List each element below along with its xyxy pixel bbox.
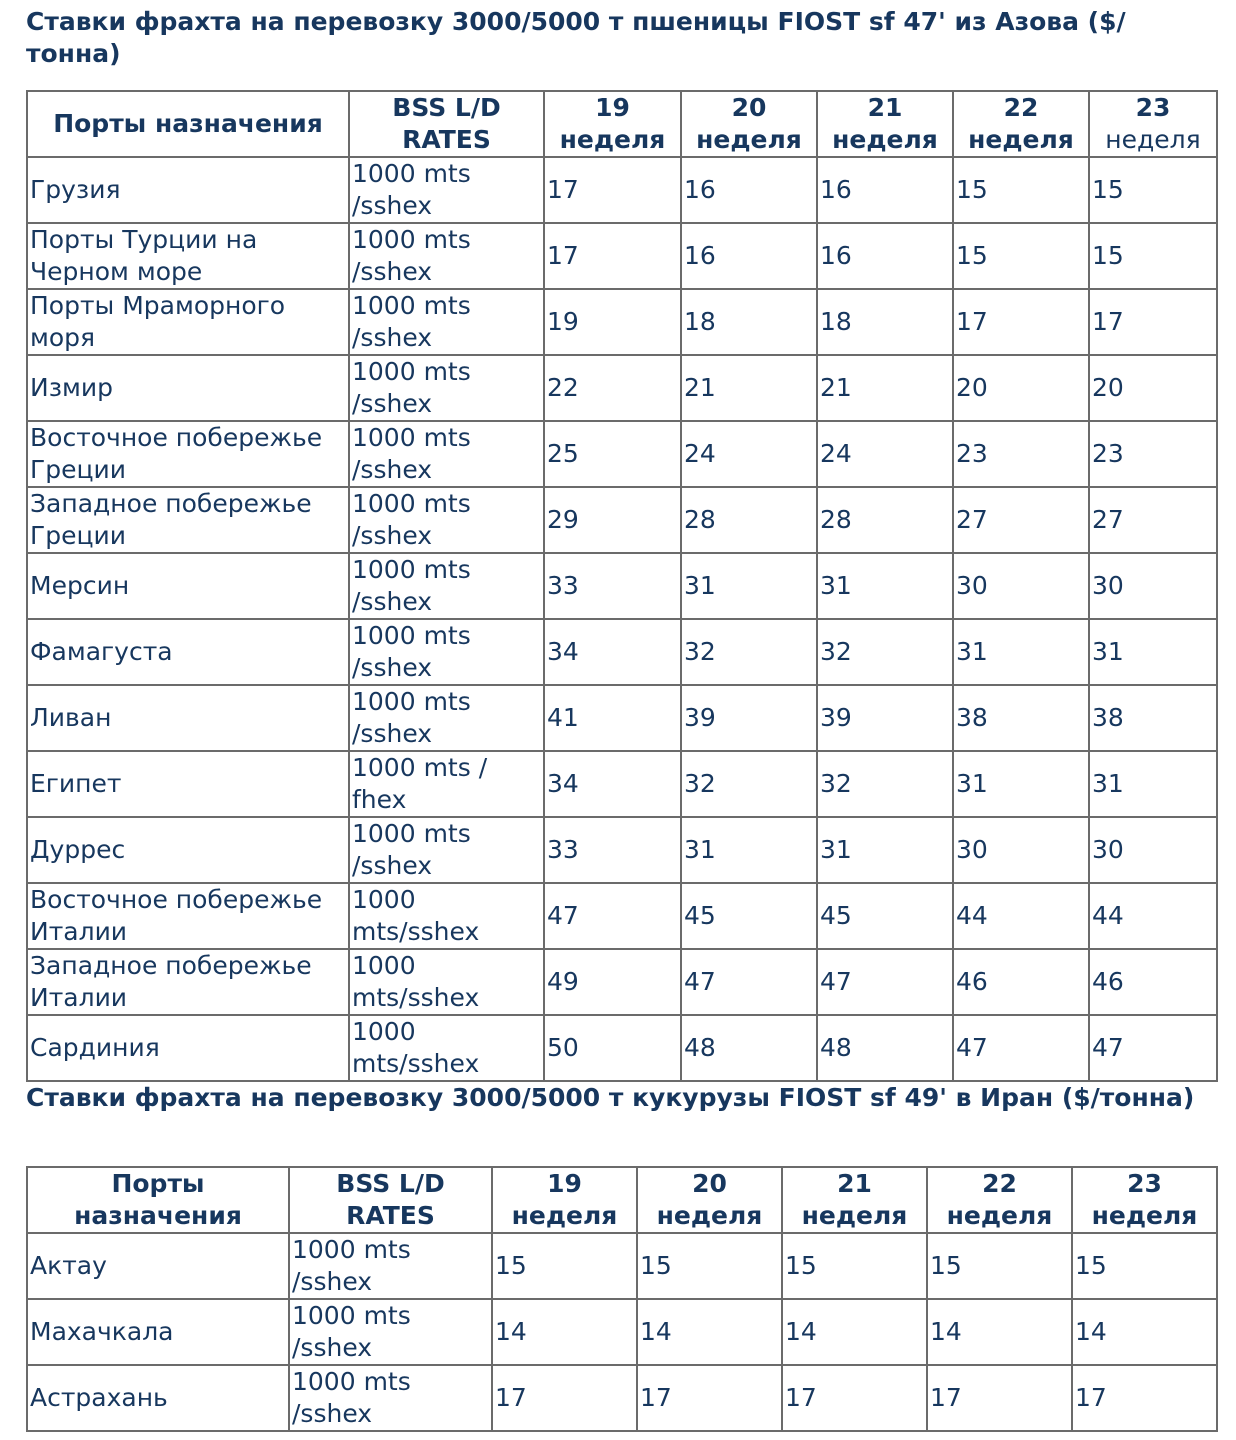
week-value-cell: 21 (681, 355, 817, 421)
table-row (27, 1299, 1217, 1365)
week-value-cell: 16 (817, 223, 953, 289)
week-value-cell: 15 (953, 223, 1089, 289)
table-row (27, 751, 1217, 817)
week-value-cell: 32 (817, 751, 953, 817)
week-value-cell: 23 (1089, 421, 1217, 487)
week-value-cell: 34 (544, 619, 681, 685)
week-value-cell: 19 (544, 289, 681, 355)
port-cell: Измир (27, 355, 349, 421)
week-label: неделя (801, 1201, 908, 1230)
table-row (27, 1015, 1217, 1081)
week-value-cell: 41 (544, 685, 681, 751)
rate-terms-cell: 1000 mts /sshex (289, 1233, 492, 1299)
week-value-cell: 16 (681, 223, 817, 289)
table-row (27, 553, 1217, 619)
week-value-cell: 27 (1089, 487, 1217, 553)
table-row (27, 1233, 1217, 1299)
week-value-cell: 16 (681, 157, 817, 223)
port-cell: Порты Мраморного моря (27, 289, 349, 355)
week-value-cell: 17 (1072, 1365, 1217, 1431)
week-value-cell: 17 (953, 289, 1089, 355)
week-value-cell: 32 (681, 619, 817, 685)
table-row (27, 817, 1217, 883)
week-number: 19 (547, 1169, 582, 1198)
rate-terms-cell: 1000 mts / fhex (349, 751, 544, 817)
table-row (27, 883, 1217, 949)
week-value-cell: 16 (817, 157, 953, 223)
week-value-cell: 33 (544, 817, 681, 883)
week-value-cell: 29 (544, 487, 681, 553)
week-value-cell: 33 (544, 553, 681, 619)
week-header (953, 91, 1089, 157)
port-cell: Восточное побережье Греции (27, 421, 349, 487)
table-row (27, 487, 1217, 553)
week-value-cell: 15 (1089, 223, 1217, 289)
week-number: 22 (982, 1169, 1017, 1198)
week-value-cell: 46 (1089, 949, 1217, 1015)
week-number: 21 (867, 93, 903, 122)
table-row (27, 685, 1217, 751)
week-value-cell: 49 (544, 949, 681, 1015)
port-cell: Восточное побережье Италии (27, 883, 349, 949)
week-value-cell: 48 (817, 1015, 953, 1081)
week-header (1089, 91, 1217, 157)
rate-terms-cell: 1000 mts/sshex (349, 1015, 544, 1081)
port-cell: Мерсин (27, 553, 349, 619)
week-number: 19 (595, 93, 630, 122)
week-value-cell: 39 (681, 685, 817, 751)
week-header (927, 1167, 1072, 1233)
week-value-cell: 46 (953, 949, 1089, 1015)
week-value-cell: 31 (681, 553, 817, 619)
week-label: неделя (559, 125, 666, 154)
week-value-cell: 15 (953, 157, 1089, 223)
week-header (782, 1167, 927, 1233)
rate-terms-cell: 1000 mts/sshex (349, 883, 544, 949)
week-value-cell: 24 (681, 421, 817, 487)
rate-terms-cell: 1000 mts /sshex (289, 1365, 492, 1431)
port-cell: Фамагуста (27, 619, 349, 685)
week-value-cell: 38 (1089, 685, 1217, 751)
week-value-cell: 15 (1089, 157, 1217, 223)
table-row (27, 157, 1217, 223)
week-value-cell: 45 (817, 883, 953, 949)
week-header (637, 1167, 782, 1233)
week-value-cell: 15 (637, 1233, 782, 1299)
week-value-cell: 14 (492, 1299, 637, 1365)
week-label: неделя (946, 1201, 1053, 1230)
week-value-cell: 31 (1089, 619, 1217, 685)
rate-terms-cell: 1000 mts /sshex (349, 355, 544, 421)
week-value-cell: 14 (637, 1299, 782, 1365)
table-header-row (27, 91, 1217, 157)
wheat-rates-body (27, 157, 1217, 1081)
week-label: неделя (656, 1201, 763, 1230)
port-cell: Дуррес (27, 817, 349, 883)
port-cell: Западное побережье Греции (27, 487, 349, 553)
week-value-cell: 14 (927, 1299, 1072, 1365)
week-value-cell: 44 (953, 883, 1089, 949)
table-row (27, 619, 1217, 685)
rate-terms-cell: 1000 mts /sshex (349, 685, 544, 751)
week-header (681, 91, 817, 157)
week-value-cell: 25 (544, 421, 681, 487)
week-value-cell: 24 (817, 421, 953, 487)
week-value-cell: 31 (817, 817, 953, 883)
week-value-cell: 38 (953, 685, 1089, 751)
week-value-cell: 30 (1089, 553, 1217, 619)
corn-rates-title: Ставки фрахта на перевозку 3000/5000 т кукурузы FIOST sf 49' в Иран ($/тонна) (26, 1083, 1195, 1112)
week-value-cell: 31 (953, 619, 1089, 685)
week-value-cell: 32 (681, 751, 817, 817)
port-cell: Грузия (27, 157, 349, 223)
week-value-cell: 31 (953, 751, 1089, 817)
week-label: неделя (832, 125, 938, 154)
week-value-cell: 15 (782, 1233, 927, 1299)
week-label: неделя (511, 1201, 618, 1230)
corn-rates-body (27, 1233, 1217, 1431)
week-value-cell: 18 (681, 289, 817, 355)
week-value-cell: 14 (1072, 1299, 1217, 1365)
week-number: 21 (837, 1169, 872, 1198)
week-value-cell: 47 (1089, 1015, 1217, 1081)
week-number: 20 (692, 1169, 727, 1198)
rate-terms-cell: 1000 mts /sshex (349, 553, 544, 619)
week-header (1072, 1167, 1217, 1233)
rate-terms-cell: 1000 mts /sshex (349, 223, 544, 289)
week-value-cell: 15 (492, 1233, 637, 1299)
port-cell: Порты Турции на Черном море (27, 223, 349, 289)
week-value-cell: 30 (1089, 817, 1217, 883)
rate-terms-cell: 1000 mts /sshex (349, 421, 544, 487)
week-value-cell: 17 (782, 1365, 927, 1431)
corn-rates-table (26, 1166, 1218, 1432)
week-value-cell: 39 (817, 685, 953, 751)
week-value-cell: 17 (927, 1365, 1072, 1431)
wheat-rates-title: Ставки фрахта на перевозку 3000/5000 т пшеницы FIOST sf 47' из Азова ($/тонна) (26, 7, 1126, 68)
week-number: 23 (1127, 1169, 1162, 1198)
port-cell: Ливан (27, 685, 349, 751)
ports-header: Порты назначения (27, 1167, 289, 1233)
week-value-cell: 17 (1089, 289, 1217, 355)
week-label: неделя (696, 125, 802, 154)
rate-terms-cell: 1000 mts /sshex (349, 289, 544, 355)
rates-header: BSS L/D RATES (349, 91, 544, 157)
ports-header: Порты назначения (27, 91, 349, 157)
week-value-cell: 32 (817, 619, 953, 685)
week-value-cell: 18 (817, 289, 953, 355)
rate-terms-cell: 1000 mts/sshex (349, 949, 544, 1015)
week-value-cell: 28 (681, 487, 817, 553)
port-cell: Актау (27, 1233, 289, 1299)
table-row (27, 289, 1217, 355)
table-row (27, 355, 1217, 421)
week-label: неделя (968, 125, 1074, 154)
week-value-cell: 17 (544, 157, 681, 223)
rate-terms-cell: 1000 mts /sshex (349, 619, 544, 685)
table-row (27, 421, 1217, 487)
port-cell: Махачкала (27, 1299, 289, 1365)
week-value-cell: 15 (927, 1233, 1072, 1299)
table-row (27, 223, 1217, 289)
week-value-cell: 31 (817, 553, 953, 619)
table-header-row (27, 1167, 1217, 1233)
week-value-cell: 23 (953, 421, 1089, 487)
week-value-cell: 47 (953, 1015, 1089, 1081)
week-value-cell: 30 (953, 817, 1089, 883)
week-value-cell: 17 (492, 1365, 637, 1431)
week-value-cell: 34 (544, 751, 681, 817)
week-value-cell: 50 (544, 1015, 681, 1081)
week-number: 22 (1003, 93, 1039, 122)
port-cell: Сардиния (27, 1015, 349, 1081)
week-value-cell: 30 (953, 553, 1089, 619)
week-value-cell: 20 (953, 355, 1089, 421)
wheat-rates-table (26, 90, 1218, 1082)
week-number: 20 (731, 93, 767, 122)
week-label: неделя (1091, 1201, 1198, 1230)
rates-header: BSS L/D RATES (289, 1167, 492, 1233)
week-value-cell: 45 (681, 883, 817, 949)
week-value-cell: 44 (1089, 883, 1217, 949)
week-value-cell: 17 (544, 223, 681, 289)
week-label: неделя (1105, 125, 1201, 154)
week-value-cell: 28 (817, 487, 953, 553)
rate-terms-cell: 1000 mts /sshex (349, 817, 544, 883)
week-header (544, 91, 681, 157)
table-row (27, 1365, 1217, 1431)
week-value-cell: 31 (681, 817, 817, 883)
rate-terms-cell: 1000 mts /sshex (349, 157, 544, 223)
week-value-cell: 47 (817, 949, 953, 1015)
week-header (817, 91, 953, 157)
week-value-cell: 14 (782, 1299, 927, 1365)
table-row (27, 949, 1217, 1015)
week-value-cell: 15 (1072, 1233, 1217, 1299)
port-cell: Астрахань (27, 1365, 289, 1431)
week-number: 23 (1135, 93, 1171, 122)
week-value-cell: 22 (544, 355, 681, 421)
port-cell: Египет (27, 751, 349, 817)
week-value-cell: 47 (681, 949, 817, 1015)
rate-terms-cell: 1000 mts /sshex (349, 487, 544, 553)
week-value-cell: 48 (681, 1015, 817, 1081)
week-value-cell: 20 (1089, 355, 1217, 421)
port-cell: Западное побережье Италии (27, 949, 349, 1015)
week-value-cell: 21 (817, 355, 953, 421)
week-value-cell: 31 (1089, 751, 1217, 817)
week-value-cell: 47 (544, 883, 681, 949)
week-value-cell: 17 (637, 1365, 782, 1431)
week-value-cell: 27 (953, 487, 1089, 553)
rate-terms-cell: 1000 mts /sshex (289, 1299, 492, 1365)
week-header (492, 1167, 637, 1233)
